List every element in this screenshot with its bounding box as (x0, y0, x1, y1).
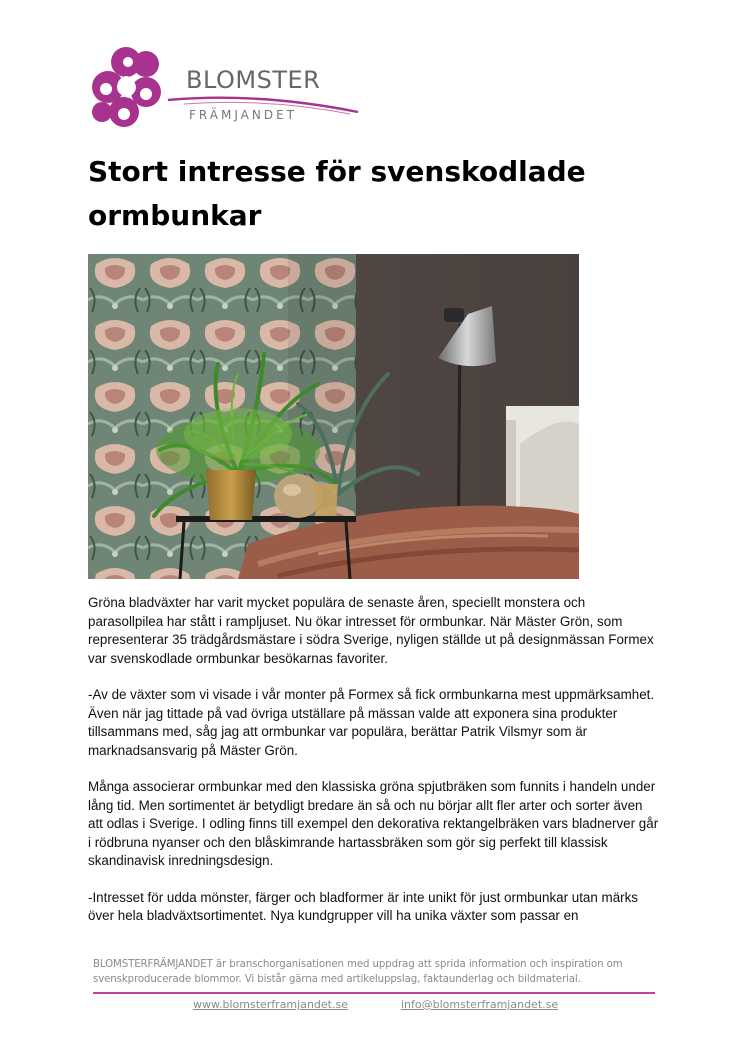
website-link[interactable]: www.blomsterframjandet.se (193, 998, 348, 1011)
email-link[interactable]: info@blomsterframjandet.se (401, 998, 559, 1011)
footer-info: BLOMSTERFRÄMJANDET är branschorganisationen med uppdrag att sprida information och inspiration om svenskproducerade blommor. Vi bistår gärna med artikeluppslag, faktaunderlag och bildmaterial. (93, 959, 623, 985)
paragraph-3: Många associerar ormbunkar med den klassiska gröna spjutbräken som funnits i handeln under lång tid. Men sortimentet är betydligt bredare än så och nu börjar allt fler arter och sorter även att odlas i Sverige. I odling finns till exempel den dekorativa rektangelbräken vars bladnerver går i rödbruna nyanser och den blåskimrande hartassbräken som gör sig perfekt till klassisk skandinavisk inredningsdesign. (88, 779, 659, 868)
paragraph-4: -Intresset för udda mönster, färger och bladformer är inte unikt för just ormbunkar utan märks över hela bladväxtsortimentet. Nya kundgrupper vill ha unika växter som passar en (88, 889, 639, 923)
article-body (88, 594, 660, 944)
article-title: Stort intresse för svenskodlade ormbunkar (88, 155, 586, 232)
logo-subtitle: FRÄMJANDET (189, 108, 297, 122)
article-photo (88, 254, 579, 579)
footer-divider (93, 992, 655, 994)
logo-wordmark: BLOMSTER (186, 66, 321, 94)
paragraph-1: Gröna bladväxter har varit mycket populära de senaste åren, speciellt monstera och parasollpilea har stått i rampljuset. Nu ökar intresset för ormbunkar. När Mäster Grön, som representerar 35 trädgårdsmästare i södra Sverige, nyligen ställde ut på designmässan Formex var svenskodlade ormbunkar besökarnas favoriter. (88, 595, 654, 666)
fern-interior-photo (88, 254, 579, 579)
paragraph-2: -Av de växter som vi visade i vår monter på Formex så fick ormbunkarna mest uppmärksamhet. Även när jag tittade på vad övriga utställare på mässan valde att exponera sina produkter tillsammans med, såg jag att ormbunkar var populära, berättar Patrik Vilsmyr som är marknadsansvarig på Mäster Grön. (88, 687, 655, 758)
